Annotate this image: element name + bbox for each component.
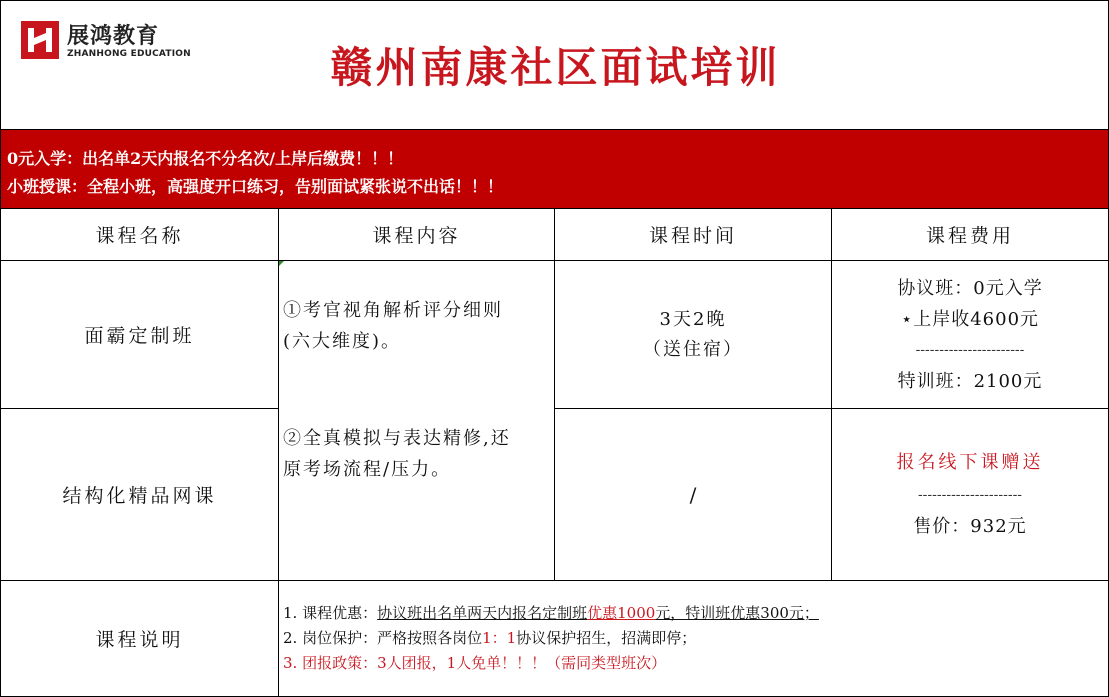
note-discount-prefix: 1. 课程优惠： [283,604,378,622]
course-time-value: / [689,482,697,507]
notes-content-cell [278,580,1109,697]
fee-price: 售价：932元 [913,515,1027,537]
header-course-content: 课程内容 [278,208,555,261]
course-name-online [0,408,279,581]
logo-name: 展鸿教育 [67,24,160,49]
content-item-1-line-1: ①考官视角解析评分细则 [283,300,503,321]
content-item-2-line-2: 原考场流程/压力。 [283,459,452,480]
promo-banner [0,130,1109,209]
note-protection-ratio: 1：1 [482,629,517,647]
cell-comment-marker [279,261,284,266]
note-position-protection [283,626,819,651]
note-discount [283,601,819,626]
content-item-1-line-2: (六大维度)。 [283,331,402,352]
banner-line-2: 小班授课：全程小班，高强度开口练习，告别面试紧张说不出话！！！ [7,177,504,196]
content-item-1 [283,295,503,357]
note-protection-prefix: 2. 岗位保护：严格按照各岗位 [283,629,483,647]
note-group-policy: 3. 团报政策：3人团报，1人免单！！！（需同类型班次） [283,654,667,672]
fee-divider: ---------------------- [917,486,1023,503]
note-protection-suffix: 协议保护招生，招满即停； [516,629,697,647]
course-name-mianba [0,260,279,409]
course-time-note: （送住宿） [643,338,743,360]
fee-divider: ----------------------- [915,341,1025,358]
fee-agreement-after: ⋆上岸收4600元 [900,308,1040,330]
banner-line-1: 0元入学：出名单2天内报名不分名次/上岸后缴费！！！ [7,149,404,168]
header-course-time: 课程时间 [554,208,832,261]
fee-special-class: 特训班：2100元 [897,370,1043,392]
course-name-text: 结构化精品网课 [62,485,217,507]
course-time-duration: 3天2晚 [659,308,727,330]
content-item-2-line-1: ②全真模拟与表达精修,还 [283,428,511,449]
course-time-mianba [554,260,832,409]
note-discount-underlined: 协议班出名单两天内报名定制班 [377,604,588,622]
notes-list [283,601,819,676]
fee-agreement-class: 协议班：0元入学 [897,277,1043,299]
header-course-name: 课程名称 [0,208,279,261]
notes-label-cell [0,580,279,697]
notes-label: 课程说明 [95,629,184,651]
page-header [0,0,1109,130]
page-title: 赣州南康社区面试培训 [330,43,781,92]
course-name-text: 面霸定制班 [84,325,195,347]
course-fee-online [831,408,1109,581]
note-discount-suffix: 元，特训班优惠300元； [655,604,819,622]
course-fee-mianba [831,260,1109,409]
course-content-cell [278,260,555,581]
logo-subtitle: ZHANHONG EDUCATION [67,49,191,59]
header-course-fee: 课程费用 [831,208,1109,261]
course-time-online [554,408,832,581]
fee-gift-note: 报名线下课赠送 [896,451,1044,473]
content-item-2 [283,423,511,485]
note-discount-amount: 优惠1000 [587,604,656,622]
